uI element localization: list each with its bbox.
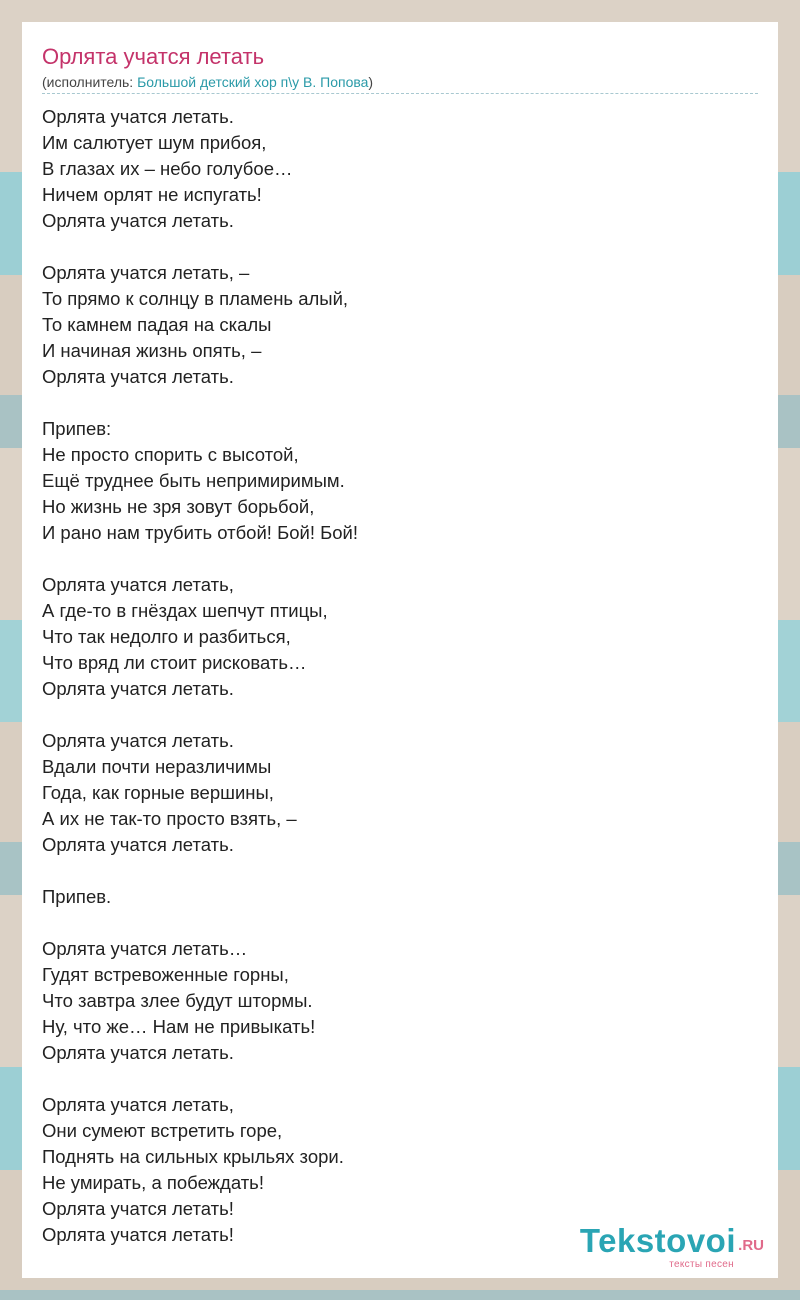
lyric-line: Вдали почти неразличимы — [42, 756, 272, 777]
song-title: Орлята учатся летать — [42, 44, 265, 69]
lyric-line: Что так недолго и разбиться, — [42, 626, 291, 647]
lyric-line: Орлята учатся летать. — [42, 730, 234, 751]
logo-name: Tekstovoi — [579, 1222, 736, 1259]
lyric-line: Ну, что же… Нам не привыкать! — [42, 1016, 316, 1037]
logo-tagline: тексты песен — [669, 1259, 734, 1270]
stanza — [42, 884, 742, 910]
artist-suffix: ) — [368, 74, 374, 90]
stanza — [42, 728, 742, 858]
lyric-line: То камнем падая на скалы — [42, 314, 272, 335]
artist-link[interactable]: Большой детский хор п\у В. Попова — [137, 74, 369, 90]
lyric-line: Орлята учатся летать… — [42, 938, 248, 959]
lyric-line: Орлята учатся летать. — [42, 210, 234, 231]
lyric-line: Года, как горные вершины, — [42, 782, 274, 803]
artist-prefix: (исполнитель: — [42, 74, 138, 90]
lyric-line: Орлята учатся летать. — [42, 834, 234, 855]
lyric-line: Ещё труднее быть непримиримым. — [42, 470, 345, 491]
lyric-line: Орлята учатся летать! — [42, 1198, 234, 1219]
lyric-line: Припев: — [42, 418, 112, 439]
lyric-line: И начиная жизнь опять, – — [42, 340, 262, 361]
lyrics-card — [22, 22, 778, 1278]
stanza — [42, 104, 742, 234]
lyric-line: В глазах их – небо голубое… — [42, 158, 293, 179]
lyric-line: Орлята учатся летать. — [42, 1042, 234, 1063]
stanza — [42, 572, 742, 702]
lyric-line: Поднять на сильных крыльях зори. — [42, 1146, 344, 1167]
lyric-line: То прямо к солнцу в пламень алый, — [42, 288, 349, 309]
lyric-line: Им салютует шум прибоя, — [42, 132, 267, 153]
lyric-line: Орлята учатся летать, — [42, 574, 234, 595]
stanza — [42, 936, 742, 1066]
artist-line — [42, 74, 758, 94]
lyric-line: Орлята учатся летать! — [42, 1224, 234, 1245]
lyric-line: Припев. — [42, 886, 112, 907]
lyric-line: Орлята учатся летать. — [42, 106, 234, 127]
site-logo[interactable] — [560, 1222, 770, 1274]
lyric-line: Гудят встревоженные горны, — [42, 964, 289, 985]
lyric-line: Что вряд ли стоит рисковать… — [42, 652, 307, 673]
stanza — [42, 260, 742, 390]
logo-tld: .RU — [738, 1237, 764, 1254]
lyric-line: Не просто спорить с высотой, — [42, 444, 299, 465]
lyric-line: А где-то в гнёздах шепчут птицы, — [42, 600, 328, 621]
lyric-line: Орлята учатся летать. — [42, 366, 234, 387]
lyric-line: Ничем орлят не испугать! — [42, 184, 262, 205]
lyric-line: Орлята учатся летать. — [42, 678, 234, 699]
lyrics-text — [42, 104, 742, 1274]
stanza — [42, 416, 742, 546]
lyric-line: Орлята учатся летать, – — [42, 262, 250, 283]
lyric-line: И рано нам трубить отбой! Бой! Бой! — [42, 522, 359, 543]
lyric-line: А их не так-то просто взять, – — [42, 808, 297, 829]
lyric-line: Орлята учатся летать, — [42, 1094, 234, 1115]
lyric-line: Не умирать, а побеждать! — [42, 1172, 264, 1193]
lyric-line: Но жизнь не зря зовут борьбой, — [42, 496, 315, 517]
lyric-line: Они сумеют встретить горе, — [42, 1120, 283, 1141]
lyric-line: Что завтра злее будут штормы. — [42, 990, 313, 1011]
